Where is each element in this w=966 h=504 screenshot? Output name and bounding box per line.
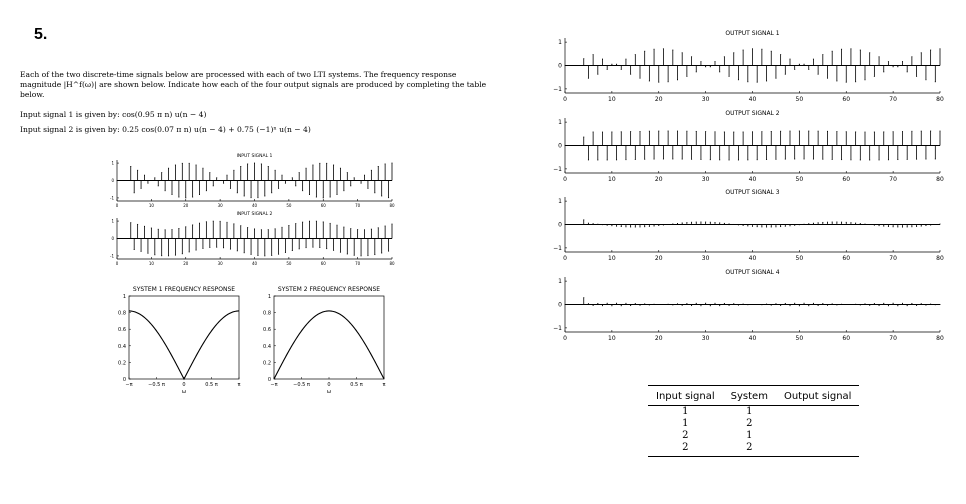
- y-tick-label: 0.6: [263, 327, 271, 334]
- chart-title: OUTPUT SIGNAL 3: [725, 189, 780, 196]
- x-axis-label: ω: [326, 389, 332, 395]
- chart-out2: [553, 110, 944, 183]
- x-tick-label: 50: [286, 261, 292, 266]
- y-tick-label: 1: [558, 39, 562, 47]
- x-tick-label: 10: [148, 261, 154, 266]
- x-tick-label: 60: [842, 335, 851, 342]
- x-tick-label: 70: [889, 176, 897, 183]
- question-number: 5.: [34, 26, 48, 43]
- x-tick-label: 70: [889, 96, 897, 103]
- x-tick-label: 70: [889, 255, 897, 262]
- y-tick-label: 0.4: [263, 343, 271, 350]
- chart-input2: [110, 211, 395, 266]
- x-tick-label: 10: [608, 176, 616, 183]
- y-tick-label: 1: [558, 198, 562, 206]
- x-tick-label: 80: [936, 255, 944, 262]
- y-tick-label: 0.2: [263, 360, 271, 367]
- x-tick-label: 50: [795, 96, 804, 103]
- y-tick-label: 0: [111, 235, 114, 241]
- y-tick-label: 0: [122, 377, 126, 383]
- x-tick-label: 20: [183, 203, 189, 208]
- x-tick-label: 30: [701, 176, 710, 183]
- x-tick-label: π: [237, 382, 241, 388]
- y-tick-label: 1: [122, 294, 126, 300]
- x-tick-label: 0.5 π: [350, 382, 363, 388]
- x-tick-label: 80: [936, 96, 944, 103]
- y-tick-label: 0: [111, 177, 114, 183]
- x-tick-label: 50: [795, 335, 804, 342]
- chart-title: SYSTEM 2 FREQUENCY RESPONSE: [277, 286, 381, 293]
- x-tick-label: 30: [217, 261, 223, 266]
- x-tick-label: 0: [115, 261, 119, 266]
- x-tick-label: −0.5 π: [148, 382, 165, 388]
- header-system: System: [723, 386, 776, 406]
- x-tick-label: 0: [563, 96, 567, 103]
- chart-title: OUTPUT SIGNAL 4: [725, 269, 780, 276]
- cell-output[interactable]: [776, 430, 860, 442]
- y-tick-label: −1: [553, 85, 562, 93]
- x-tick-label: 10: [608, 96, 616, 103]
- cell-input: 1: [682, 406, 689, 417]
- x-tick-label: 80: [936, 335, 944, 342]
- x-tick-label: 20: [654, 255, 663, 262]
- x-tick-label: 70: [355, 203, 361, 208]
- x-tick-label: 0: [115, 203, 119, 208]
- x-tick-label: π: [382, 382, 386, 388]
- x-tick-label: 60: [320, 203, 326, 208]
- response-curve: [274, 311, 384, 379]
- x-tick-label: 30: [701, 335, 710, 342]
- y-tick-label: 1: [558, 119, 562, 127]
- x-tick-label: 30: [701, 255, 710, 262]
- x-tick-label: 0.5 π: [205, 382, 218, 388]
- cell-system: 1: [746, 430, 753, 441]
- chart-sys1: [118, 286, 240, 395]
- x-tick-label: 60: [842, 176, 851, 183]
- y-tick-label: 1: [558, 278, 562, 286]
- plot-frame: [129, 296, 239, 379]
- y-tick-label: −1: [553, 324, 562, 332]
- x-tick-label: 50: [795, 176, 804, 183]
- x-tick-label: 60: [842, 96, 851, 103]
- y-tick-label: 0: [558, 62, 562, 70]
- input1-expr: cos(0.95 π n) u(n − 4): [122, 110, 207, 119]
- y-tick-label: 0.6: [118, 327, 126, 334]
- x-tick-label: 20: [183, 261, 189, 266]
- x-tick-label: 10: [608, 335, 616, 342]
- table-row: [648, 430, 859, 442]
- x-tick-label: 50: [286, 203, 292, 208]
- cell-output[interactable]: [776, 442, 860, 457]
- table-row: [648, 406, 859, 419]
- x-tick-label: 40: [251, 203, 258, 208]
- x-tick-label: 30: [217, 203, 223, 208]
- x-tick-label: 70: [889, 335, 897, 342]
- y-tick-label: 0: [267, 377, 271, 383]
- table-row: [648, 418, 859, 430]
- y-tick-label: 1: [111, 160, 114, 166]
- x-tick-label: 10: [608, 255, 616, 262]
- cell-input: 1: [682, 418, 689, 429]
- y-tick-label: 0: [558, 301, 562, 309]
- y-tick-label: 1: [111, 218, 114, 224]
- y-tick-label: −1: [553, 165, 562, 173]
- table-row: [648, 442, 859, 457]
- chart-title: OUTPUT SIGNAL 2: [725, 110, 780, 117]
- x-tick-label: 80: [936, 176, 944, 183]
- cell-system: 2: [746, 418, 753, 429]
- x-tick-label: −0.5 π: [293, 382, 310, 388]
- x-tick-label: 50: [795, 255, 804, 262]
- y-tick-label: 1: [267, 294, 271, 300]
- cell-input: 2: [682, 430, 689, 441]
- x-tick-label: −π: [270, 382, 278, 388]
- chart-title: INPUT SIGNAL 1: [236, 154, 273, 159]
- chart-out4: [553, 269, 944, 342]
- plot-frame: [274, 296, 384, 379]
- y-tick-label: 0: [558, 142, 562, 150]
- x-tick-label: 60: [842, 255, 851, 262]
- x-tick-label: 0: [182, 382, 186, 388]
- chart-out1: [553, 30, 944, 103]
- y-tick-label: 0.2: [118, 360, 126, 367]
- x-tick-label: 0: [563, 255, 567, 262]
- y-tick-label: 0: [558, 221, 562, 229]
- x-tick-label: 20: [654, 176, 663, 183]
- x-tick-label: 20: [654, 96, 663, 103]
- x-tick-label: 70: [355, 261, 361, 266]
- x-tick-label: 40: [251, 261, 258, 266]
- chart-out3: [553, 189, 944, 262]
- chart-sys2: [263, 286, 385, 395]
- io-table: [648, 385, 859, 457]
- chart-title: INPUT SIGNAL 2: [236, 212, 273, 217]
- y-tick-label: 0.4: [118, 343, 126, 350]
- y-tick-label: 0.8: [118, 310, 126, 317]
- x-tick-label: 10: [148, 203, 154, 208]
- x-tick-label: 60: [320, 261, 326, 266]
- x-tick-label: 40: [748, 176, 757, 183]
- y-tick-label: -1: [110, 195, 114, 201]
- x-axis-label: ω: [181, 389, 187, 395]
- x-tick-label: 0: [327, 382, 331, 388]
- chart-input1: [110, 153, 395, 208]
- x-tick-label: 0: [563, 335, 567, 342]
- chart-title: OUTPUT SIGNAL 1: [725, 30, 780, 37]
- x-tick-label: 40: [748, 335, 757, 342]
- cell-output[interactable]: [776, 418, 860, 430]
- x-tick-label: 40: [748, 96, 757, 103]
- x-tick-label: 80: [389, 203, 395, 208]
- input2-label: Input signal 2 is given by:: [20, 125, 120, 134]
- cell-system: 1: [746, 406, 753, 417]
- header-input-signal: Input signal: [648, 386, 723, 406]
- x-tick-label: 20: [654, 335, 663, 342]
- chart-title: SYSTEM 1 FREQUENCY RESPONSE: [132, 286, 236, 293]
- header-output-signal: Output signal: [776, 386, 860, 406]
- x-tick-label: −π: [125, 382, 133, 388]
- cell-system: 2: [723, 442, 776, 457]
- x-tick-label: 40: [748, 255, 757, 262]
- cell-output[interactable]: [776, 406, 860, 419]
- input1-label: Input signal 1 is given by:: [20, 110, 120, 119]
- x-tick-label: 0: [563, 176, 567, 183]
- response-curve: [129, 311, 239, 379]
- x-tick-label: 80: [389, 261, 395, 266]
- question-intro: Each of the two discrete-time signals below are processed with each of two LTI systems. The frequency response magnitude |H^f(ω)| are shown below. Indicate how each of the four output signals are produced by completing the table below.: [20, 70, 487, 99]
- y-tick-label: 0.8: [263, 310, 271, 317]
- y-tick-label: -1: [110, 253, 114, 259]
- x-tick-label: 30: [701, 96, 710, 103]
- cell-input: 2: [648, 442, 723, 457]
- input2-expr: 0.25 cos(0.07 π n) u(n − 4) + 0.75 (−1)ⁿ u(n − 4): [122, 125, 311, 134]
- y-tick-label: −1: [553, 244, 562, 252]
